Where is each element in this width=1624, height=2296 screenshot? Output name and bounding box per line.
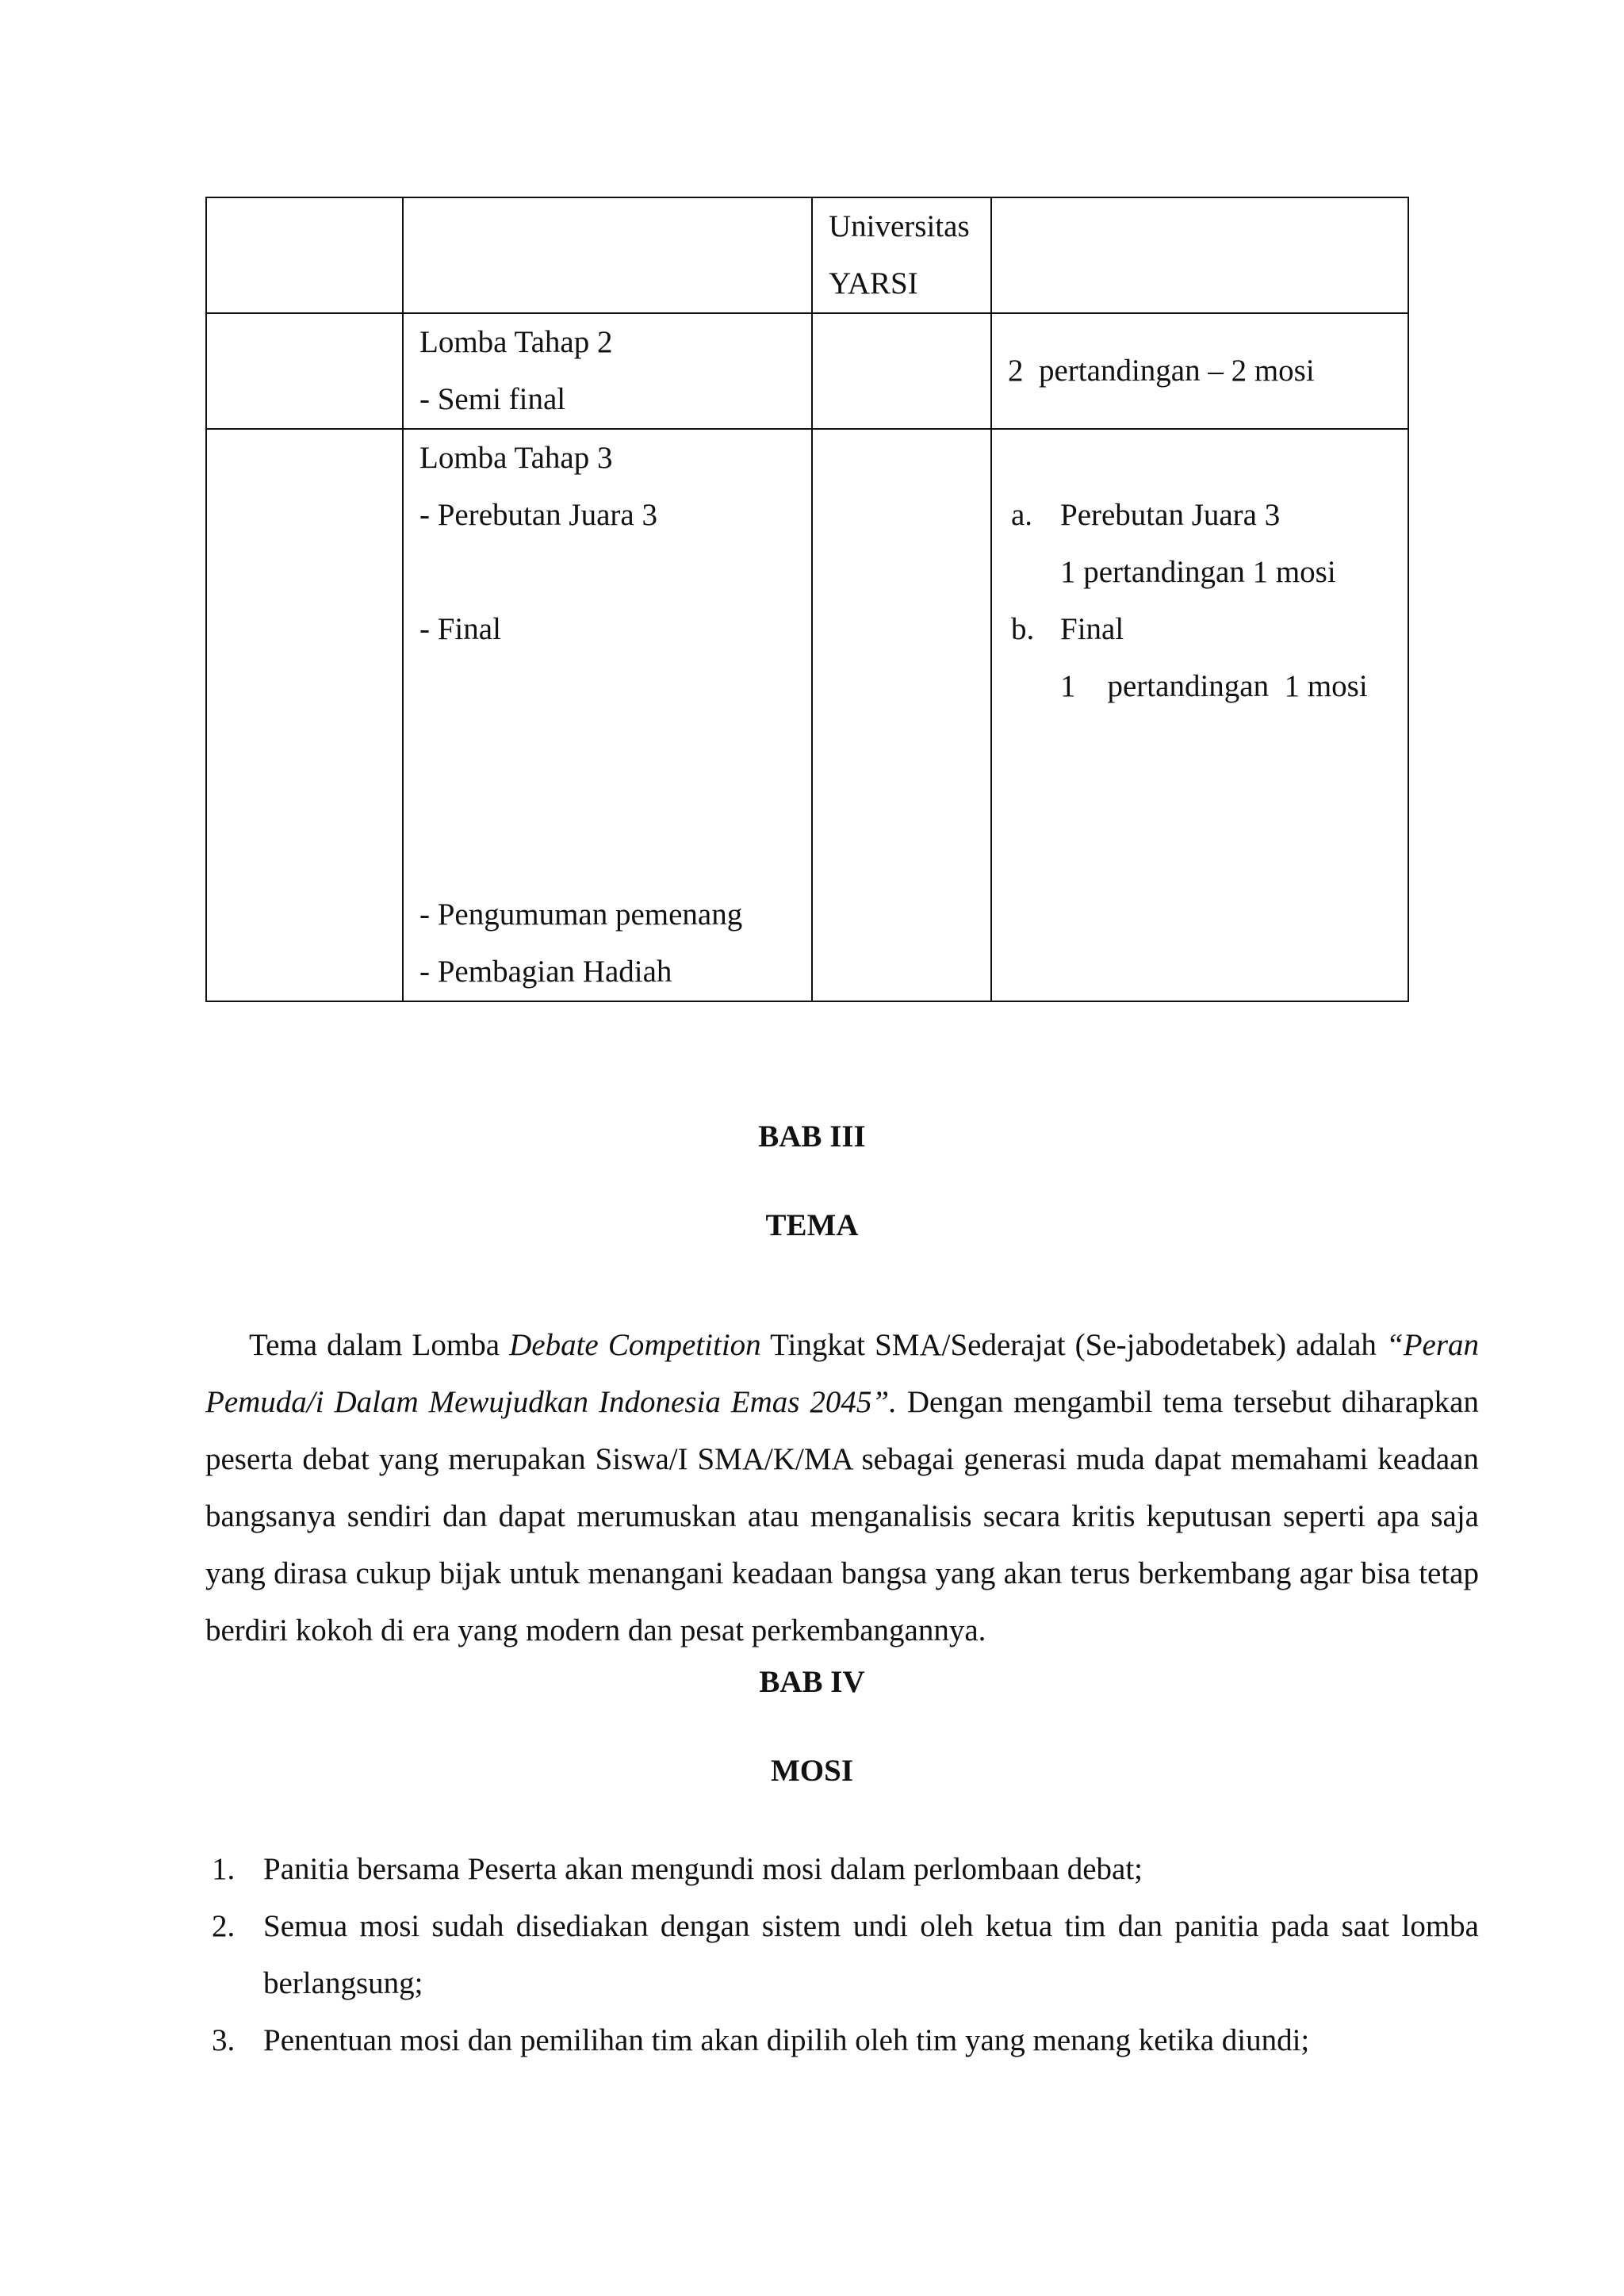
table-row (206, 429, 1408, 1001)
table-cell (206, 429, 403, 1001)
table-cell-stage (403, 429, 812, 1001)
table-row (206, 197, 1408, 313)
table-cell-detail (991, 429, 1408, 1001)
chapter-heading: BAB III (758, 1119, 866, 1154)
list-item: 1. Panitia bersama Peserta akan mengundi mosi dalam perlombaan debat; (212, 1852, 1143, 1886)
stage-item: - Semi final (419, 382, 566, 416)
stage-title: Lomba Tahap 2 (419, 325, 613, 359)
venue-line: YARSI (829, 266, 918, 300)
stage-item: - Final (419, 612, 501, 646)
table-row (206, 313, 1408, 429)
chapter-heading: BAB IV (759, 1665, 865, 1699)
list-item: 3. Penentuan mosi dan pemilihan tim akan dipilih oleh tim yang menang ketika diundi; (212, 2023, 1310, 2057)
table-cell-detail (991, 313, 1408, 429)
mosi-list (205, 1841, 1479, 2069)
schedule-table (205, 197, 1409, 1002)
detail-item-b-sub: 1 pertandingan 1 mosi (1060, 669, 1368, 703)
match-detail: 2 pertandingan – 2 mosi (1008, 354, 1315, 388)
chapter-title: MOSI (770, 1754, 853, 1788)
table-cell-venue (812, 197, 991, 313)
stage-item: - Pembagian Hadiah (419, 955, 672, 989)
table-cell (812, 313, 991, 429)
chapter-title: TEMA (765, 1208, 859, 1242)
detail-item-b: b. Final (1011, 612, 1124, 646)
table-cell (206, 197, 403, 313)
detail-item-a-sub: 1 pertandingan 1 mosi (1060, 555, 1336, 589)
list-item: 2. Semua mosi sudah disediakan dengan sistem undi oleh ketua tim dan panitia pada saat lomba berlangsung; (212, 1909, 1479, 2000)
table-cell (991, 197, 1408, 313)
detail-item-a: a. Perebutan Juara 3 (1011, 498, 1281, 532)
venue-line: Universitas (829, 209, 970, 243)
stage-item: - Pengumuman pemenang (419, 897, 743, 932)
table-cell-stage (403, 313, 812, 429)
table-cell (403, 197, 812, 313)
stage-title: Lomba Tahap 3 (419, 441, 613, 475)
table-cell (206, 313, 403, 429)
theme-paragraph: Tema dalam Lomba Debate Competition Tingkat SMA/Sederajat (Se-jabodetabek) adalah “Peran Pemuda/i Dalam Mewujudkan Indonesia Emas 2045”. Dengan mengambil tema tersebut diharapkan peserta debat yang merupakan Siswa/I SMA/K/MA sebagai generasi muda dapat memahami keadaan bangsanya sendiri dan dapat merumuskan atau menganalisis secara kritis keputusan seperti apa saja yang dirasa cukup bijak untuk menangani keadaan bangsa yang akan terus berkembang agar bisa tetap berdiri kokoh di era yang modern dan pesat perkembangannya. (205, 1328, 1480, 1647)
table-cell (812, 429, 991, 1001)
stage-item: - Perebutan Juara 3 (419, 498, 657, 532)
